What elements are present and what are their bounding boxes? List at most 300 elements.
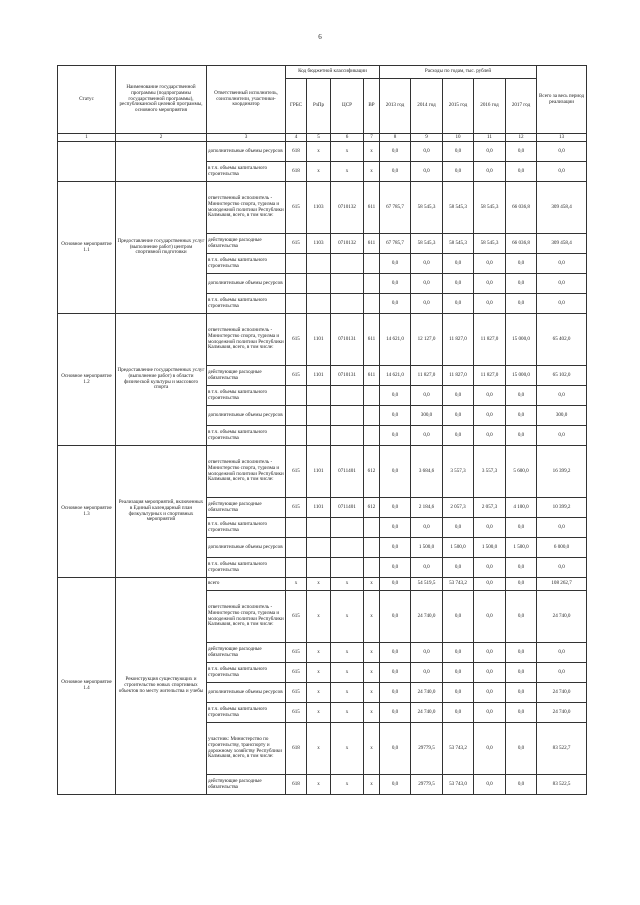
rzpr-cell: х (307, 591, 331, 643)
executor-cell: дополнительные объемы ресурсов (207, 683, 286, 703)
program-name-cell: Предоставление государственных услуг (выполнение работ) центром спортивной подготовки (116, 182, 207, 314)
table-row (58, 314, 587, 366)
table-row (58, 578, 587, 591)
value-2017-cell: 0,0 (506, 406, 537, 426)
value-2013-cell: 0,0 (380, 254, 411, 274)
grbs-cell (286, 274, 307, 294)
csr-cell: х (331, 663, 364, 683)
value-2017-cell: 0,0 (506, 142, 537, 162)
executor-cell: дополнительные объемы ресурсов (207, 406, 286, 426)
header-vr: ВР (364, 79, 380, 134)
executor-cell: в т.ч. объемы капитального строительства (207, 663, 286, 683)
total-cell: 83 522,7 (537, 723, 587, 775)
value-2017-cell: 0,0 (506, 643, 537, 663)
total-cell: 6 000,0 (537, 538, 587, 558)
value-2017-cell: 0,0 (506, 591, 537, 643)
value-2013-cell: 14 621,0 (380, 314, 411, 366)
vr-cell: 611 (364, 314, 380, 366)
value-2013-cell: 0,0 (380, 518, 411, 538)
value-2015-cell: 0,0 (443, 274, 474, 294)
value-2015-cell: 0,0 (443, 663, 474, 683)
vr-cell: х (364, 663, 380, 683)
table-row (58, 446, 587, 498)
rzpr-cell: х (307, 775, 331, 795)
rzpr-cell (307, 426, 331, 446)
value-2017-cell: 5 600,0 (506, 446, 537, 498)
grbs-cell: 618 (286, 723, 307, 775)
value-2017-cell: 0,0 (506, 703, 537, 723)
value-2017-cell: 0,0 (506, 426, 537, 446)
value-2017-cell: 0,0 (506, 578, 537, 591)
value-2016-cell: 0,0 (474, 162, 506, 182)
value-2014-cell: 0,0 (411, 518, 443, 538)
value-2014-cell: 54 519,5 (411, 578, 443, 591)
total-cell: 0,0 (537, 254, 587, 274)
executor-cell: дополнительные объемы ресурсов (207, 538, 286, 558)
value-2015-cell: 1 500,0 (443, 538, 474, 558)
executor-cell: в т.ч. объемы капитального строительства (207, 558, 286, 578)
rzpr-cell: х (307, 643, 331, 663)
rzpr-cell: х (307, 663, 331, 683)
total-cell: 0,0 (537, 142, 587, 162)
executor-cell: ответственный исполнитель - Министерство спорта, туризма и молодежной политики Республики Калмыкия, всего, в том числе: (207, 182, 286, 234)
value-2015-cell: 58 545,3 (443, 182, 474, 234)
value-2016-cell: 11 827,0 (474, 314, 506, 366)
vr-cell (364, 538, 380, 558)
col-number: 12 (506, 134, 537, 142)
csr-cell: х (331, 578, 364, 591)
grbs-cell: 615 (286, 498, 307, 518)
program-name-cell: Предоставление государственных услуг (выполнение работ) в области физической культуры и массового спорта (116, 314, 207, 446)
col-number: 11 (474, 134, 506, 142)
rzpr-cell: х (307, 578, 331, 591)
value-2017-cell: 0,0 (506, 663, 537, 683)
value-2016-cell: 0,0 (474, 663, 506, 683)
header-year-2013: 2013 год (380, 79, 411, 134)
executor-cell: ответственный исполнитель - Министерство спорта, туризма и молодежной политики Республики Калмыкия, всего, в том числе: (207, 591, 286, 643)
value-2016-cell: 0,0 (474, 775, 506, 795)
value-2013-cell: 0,0 (380, 643, 411, 663)
rzpr-cell (307, 538, 331, 558)
value-2017-cell: 4 100,0 (506, 498, 537, 518)
col-number: 1 (58, 134, 116, 142)
rzpr-cell: 1101 (307, 446, 331, 498)
budget-table-container (57, 65, 586, 795)
total-cell: 309 458,4 (537, 182, 587, 234)
total-cell: 0,0 (537, 643, 587, 663)
col-number: 8 (380, 134, 411, 142)
value-2015-cell: 0,0 (443, 294, 474, 314)
executor-cell: дополнительные объемы ресурсов (207, 142, 286, 162)
executor-cell: действующие расходные обязательства (207, 234, 286, 254)
header-year-2015: 2015 год (443, 79, 474, 134)
csr-cell: х (331, 643, 364, 663)
value-2015-cell: 53 743,2 (443, 723, 474, 775)
rzpr-cell (307, 406, 331, 426)
total-cell: 65 402,0 (537, 314, 587, 366)
total-cell: 0,0 (537, 518, 587, 538)
vr-cell (364, 406, 380, 426)
executor-cell: в т.ч. объемы капитального строительства (207, 703, 286, 723)
csr-cell (331, 254, 364, 274)
value-2017-cell: 0,0 (506, 162, 537, 182)
status-cell: Основное мероприятие 1.4 (58, 578, 116, 795)
value-2014-cell: 29779,5 (411, 775, 443, 795)
grbs-cell: х (286, 578, 307, 591)
value-2013-cell: 0,0 (380, 538, 411, 558)
total-cell: 0,0 (537, 426, 587, 446)
value-2013-cell: 0,0 (380, 446, 411, 498)
total-cell: 16 399,2 (537, 446, 587, 498)
executor-cell: всего (207, 578, 286, 591)
value-2017-cell: 66 036,8 (506, 234, 537, 254)
vr-cell: х (364, 643, 380, 663)
value-2015-cell: 0,0 (443, 426, 474, 446)
value-2016-cell: 0,0 (474, 386, 506, 406)
value-2016-cell: 0,0 (474, 406, 506, 426)
total-cell: 0,0 (537, 663, 587, 683)
col-number: 3 (207, 134, 286, 142)
value-2013-cell: 0,0 (380, 498, 411, 518)
value-2014-cell: 24 740,0 (411, 683, 443, 703)
executor-cell: в т.ч. объемы капитального строительства (207, 294, 286, 314)
vr-cell: х (364, 142, 380, 162)
value-2014-cell: 58 545,3 (411, 182, 443, 234)
grbs-cell: 618 (286, 162, 307, 182)
total-cell: 83 522,5 (537, 775, 587, 795)
total-cell: 0,0 (537, 386, 587, 406)
value-2014-cell: 29779,5 (411, 723, 443, 775)
vr-cell: х (364, 591, 380, 643)
header-csr: ЦСР (331, 79, 364, 134)
grbs-cell (286, 558, 307, 578)
executor-cell: действующие расходные обязательства (207, 643, 286, 663)
csr-cell: х (331, 591, 364, 643)
csr-cell (331, 426, 364, 446)
csr-cell: 0710132 (331, 182, 364, 234)
value-2013-cell: 0,0 (380, 386, 411, 406)
value-2016-cell: 1 500,0 (474, 538, 506, 558)
value-2013-cell: 0,0 (380, 683, 411, 703)
csr-cell (331, 518, 364, 538)
total-cell: 0,0 (537, 294, 587, 314)
column-number-row (58, 134, 587, 142)
program-name-cell (116, 142, 207, 182)
csr-cell: х (331, 703, 364, 723)
program-name-cell: Реализация мероприятий, включенных в Единый календарный план физкультурных и спортивных мероприятий (116, 446, 207, 578)
value-2013-cell: 0,0 (380, 591, 411, 643)
value-2016-cell: 11 827,0 (474, 366, 506, 386)
value-2013-cell: 0,0 (380, 578, 411, 591)
vr-cell: х (364, 578, 380, 591)
col-number: 6 (331, 134, 364, 142)
executor-cell: дополнительные объемы ресурсов (207, 274, 286, 294)
value-2015-cell: 0,0 (443, 406, 474, 426)
value-2014-cell: 11 827,0 (411, 366, 443, 386)
grbs-cell: 615 (286, 182, 307, 234)
value-2013-cell: 0,0 (380, 663, 411, 683)
vr-cell (364, 294, 380, 314)
value-2016-cell: 0,0 (474, 142, 506, 162)
grbs-cell: 615 (286, 446, 307, 498)
header-rzpr: РзПр (307, 79, 331, 134)
csr-cell (331, 274, 364, 294)
value-2017-cell: 0,0 (506, 294, 537, 314)
value-2013-cell: 0,0 (380, 703, 411, 723)
rzpr-cell (307, 294, 331, 314)
value-2017-cell: 0,0 (506, 386, 537, 406)
total-cell: 24 740,0 (537, 591, 587, 643)
value-2016-cell: 0,0 (474, 254, 506, 274)
value-2014-cell: 2 184,6 (411, 498, 443, 518)
value-2014-cell: 0,0 (411, 294, 443, 314)
executor-cell: в т.ч. объемы капитального строительства (207, 426, 286, 446)
vr-cell (364, 426, 380, 446)
value-2014-cell: 0,0 (411, 142, 443, 162)
col-number: 10 (443, 134, 474, 142)
total-cell: 65 102,0 (537, 366, 587, 386)
value-2014-cell: 0,0 (411, 274, 443, 294)
value-2015-cell: 53 743,0 (443, 775, 474, 795)
total-cell: 108 262,7 (537, 578, 587, 591)
table-header (58, 66, 587, 142)
grbs-cell (286, 538, 307, 558)
rzpr-cell: х (307, 723, 331, 775)
value-2015-cell: 0,0 (443, 683, 474, 703)
header-year-2014: 2014 год (411, 79, 443, 134)
col-number: 9 (411, 134, 443, 142)
col-number: 13 (537, 134, 587, 142)
table-row (58, 142, 587, 162)
value-2015-cell: 0,0 (443, 162, 474, 182)
executor-cell: действующие расходные обязательства (207, 366, 286, 386)
program-name-cell: Реконструкция существующих и строительство новых спортивных объектов по месту жительства и учебы (116, 578, 207, 795)
csr-cell: х (331, 775, 364, 795)
value-2015-cell: 0,0 (443, 558, 474, 578)
header-executor: Ответственный исполнитель, соисполнители, участники-координатор (207, 66, 286, 134)
executor-cell: в т.ч. объемы капитального строительства (207, 518, 286, 538)
vr-cell (364, 274, 380, 294)
value-2016-cell: 0,0 (474, 294, 506, 314)
rzpr-cell: 1103 (307, 182, 331, 234)
rzpr-cell (307, 274, 331, 294)
col-number: 7 (364, 134, 380, 142)
rzpr-cell: х (307, 142, 331, 162)
grbs-cell (286, 518, 307, 538)
header-budget-code: Код бюджетной классификации (286, 66, 380, 79)
value-2014-cell: 24 740,0 (411, 591, 443, 643)
value-2014-cell: 0,0 (411, 558, 443, 578)
page-number: 6 (318, 33, 322, 41)
vr-cell: х (364, 723, 380, 775)
executor-cell: участник: Министерство по строительству, транспорту и дорожному хозяйству Республики Калмыкия, всего, в том числе: (207, 723, 286, 775)
value-2017-cell: 0,0 (506, 518, 537, 538)
value-2016-cell: 2 057,3 (474, 498, 506, 518)
csr-cell: 0711401 (331, 498, 364, 518)
value-2014-cell: 3 684,6 (411, 446, 443, 498)
vr-cell: 612 (364, 498, 380, 518)
value-2013-cell: 0,0 (380, 294, 411, 314)
rzpr-cell (307, 254, 331, 274)
value-2015-cell: 53 743,2 (443, 578, 474, 591)
rzpr-cell (307, 386, 331, 406)
vr-cell (364, 254, 380, 274)
csr-cell (331, 558, 364, 578)
col-number: 4 (286, 134, 307, 142)
grbs-cell: 618 (286, 142, 307, 162)
value-2017-cell: 15 000,0 (506, 366, 537, 386)
status-cell: Основное мероприятие 1.3 (58, 446, 116, 578)
value-2013-cell: 0,0 (380, 142, 411, 162)
total-cell: 309 458,4 (537, 234, 587, 254)
vr-cell: 611 (364, 182, 380, 234)
grbs-cell: 618 (286, 775, 307, 795)
value-2015-cell: 3 557,3 (443, 446, 474, 498)
csr-cell (331, 538, 364, 558)
value-2017-cell: 0,0 (506, 683, 537, 703)
value-2014-cell: 12 127,0 (411, 314, 443, 366)
vr-cell: х (364, 775, 380, 795)
header-status: Статус (58, 66, 116, 134)
value-2015-cell: 0,0 (443, 254, 474, 274)
header-grbs: ГРБС (286, 79, 307, 134)
value-2016-cell: 0,0 (474, 703, 506, 723)
header-expenses: Расходы по годам, тыс. рублей (380, 66, 537, 79)
value-2016-cell: 0,0 (474, 643, 506, 663)
status-cell (58, 142, 116, 182)
total-cell: 24 740,0 (537, 683, 587, 703)
value-2015-cell: 0,0 (443, 703, 474, 723)
csr-cell: х (331, 162, 364, 182)
grbs-cell (286, 254, 307, 274)
value-2014-cell: 58 545,3 (411, 234, 443, 254)
status-cell: Основное мероприятие 1.2 (58, 314, 116, 446)
value-2014-cell: 0,0 (411, 426, 443, 446)
csr-cell: 0710131 (331, 314, 364, 366)
value-2016-cell: 0,0 (474, 558, 506, 578)
value-2013-cell: 67 785,7 (380, 182, 411, 234)
value-2015-cell: 2 057,3 (443, 498, 474, 518)
grbs-cell: 615 (286, 663, 307, 683)
value-2017-cell: 1 500,0 (506, 538, 537, 558)
value-2017-cell: 0,0 (506, 274, 537, 294)
grbs-cell (286, 406, 307, 426)
value-2014-cell: 0,0 (411, 643, 443, 663)
grbs-cell (286, 386, 307, 406)
executor-cell: ответственный исполнитель - Министерство спорта, туризма и молодежной политики Республики Калмыкия, всего, в том числе: (207, 446, 286, 498)
vr-cell: х (364, 162, 380, 182)
value-2015-cell: 0,0 (443, 643, 474, 663)
value-2016-cell: 0,0 (474, 723, 506, 775)
csr-cell (331, 386, 364, 406)
value-2016-cell: 58 545,3 (474, 182, 506, 234)
value-2016-cell: 58 545,3 (474, 234, 506, 254)
col-number: 5 (307, 134, 331, 142)
total-cell: 300,0 (537, 406, 587, 426)
budget-table (57, 65, 587, 795)
csr-cell: х (331, 723, 364, 775)
vr-cell: 611 (364, 366, 380, 386)
value-2015-cell: 0,0 (443, 142, 474, 162)
header-program-name: Наименование государственной программы (подпрограммы государственной программы), республиканской целевой программы, основного мероприятия (116, 66, 207, 134)
value-2015-cell: 58 545,3 (443, 234, 474, 254)
value-2016-cell: 0,0 (474, 591, 506, 643)
grbs-cell: 615 (286, 683, 307, 703)
csr-cell (331, 406, 364, 426)
grbs-cell: 615 (286, 314, 307, 366)
vr-cell (364, 386, 380, 406)
executor-cell: в т.ч. объемы капитального строительства (207, 162, 286, 182)
grbs-cell (286, 426, 307, 446)
value-2014-cell: 300,0 (411, 406, 443, 426)
executor-cell: действующие расходные обязательства (207, 775, 286, 795)
value-2013-cell: 67 785,7 (380, 234, 411, 254)
value-2016-cell: 3 557,3 (474, 446, 506, 498)
value-2015-cell: 0,0 (443, 518, 474, 538)
grbs-cell: 615 (286, 591, 307, 643)
header-year-2017: 2017 год (506, 79, 537, 134)
rzpr-cell (307, 518, 331, 538)
vr-cell (364, 518, 380, 538)
value-2017-cell: 0,0 (506, 558, 537, 578)
rzpr-cell (307, 558, 331, 578)
value-2013-cell: 0,0 (380, 426, 411, 446)
total-cell: 0,0 (537, 162, 587, 182)
total-cell: 24 740,0 (537, 703, 587, 723)
value-2014-cell: 0,0 (411, 162, 443, 182)
executor-cell: действующие расходные обязательства (207, 498, 286, 518)
rzpr-cell: 1103 (307, 234, 331, 254)
executor-cell: в т.ч. объемы капитального строительства (207, 386, 286, 406)
csr-cell: 0710132 (331, 234, 364, 254)
value-2015-cell: 0,0 (443, 386, 474, 406)
value-2014-cell: 0,0 (411, 386, 443, 406)
rzpr-cell: 1101 (307, 314, 331, 366)
value-2014-cell: 24 740,0 (411, 703, 443, 723)
grbs-cell: 615 (286, 703, 307, 723)
total-cell: 0,0 (537, 274, 587, 294)
value-2017-cell: 0,0 (506, 254, 537, 274)
value-2014-cell: 0,0 (411, 663, 443, 683)
value-2013-cell: 14 621,0 (380, 366, 411, 386)
vr-cell: х (364, 683, 380, 703)
value-2014-cell: 0,0 (411, 254, 443, 274)
value-2013-cell: 0,0 (380, 162, 411, 182)
status-cell: Основное мероприятие 1.1 (58, 182, 116, 314)
value-2016-cell: 0,0 (474, 518, 506, 538)
executor-cell: ответственный исполнитель - Министерство спорта, туризма и молодежной политики Республики Калмыкия, всего, в том числе: (207, 314, 286, 366)
rzpr-cell: 1101 (307, 498, 331, 518)
rzpr-cell: х (307, 162, 331, 182)
value-2013-cell: 0,0 (380, 558, 411, 578)
value-2015-cell: 11 827,0 (443, 366, 474, 386)
value-2015-cell: 11 827,0 (443, 314, 474, 366)
value-2016-cell: 0,0 (474, 274, 506, 294)
vr-cell: 611 (364, 234, 380, 254)
csr-cell: х (331, 142, 364, 162)
header-total: Всего за весь период реализации (537, 66, 587, 134)
vr-cell (364, 558, 380, 578)
table-row (58, 182, 587, 234)
grbs-cell (286, 294, 307, 314)
grbs-cell: 615 (286, 643, 307, 663)
value-2017-cell: 66 036,8 (506, 182, 537, 234)
col-number: 2 (116, 134, 207, 142)
value-2014-cell: 1 500,0 (411, 538, 443, 558)
rzpr-cell: х (307, 683, 331, 703)
value-2013-cell: 0,0 (380, 274, 411, 294)
vr-cell: 612 (364, 446, 380, 498)
